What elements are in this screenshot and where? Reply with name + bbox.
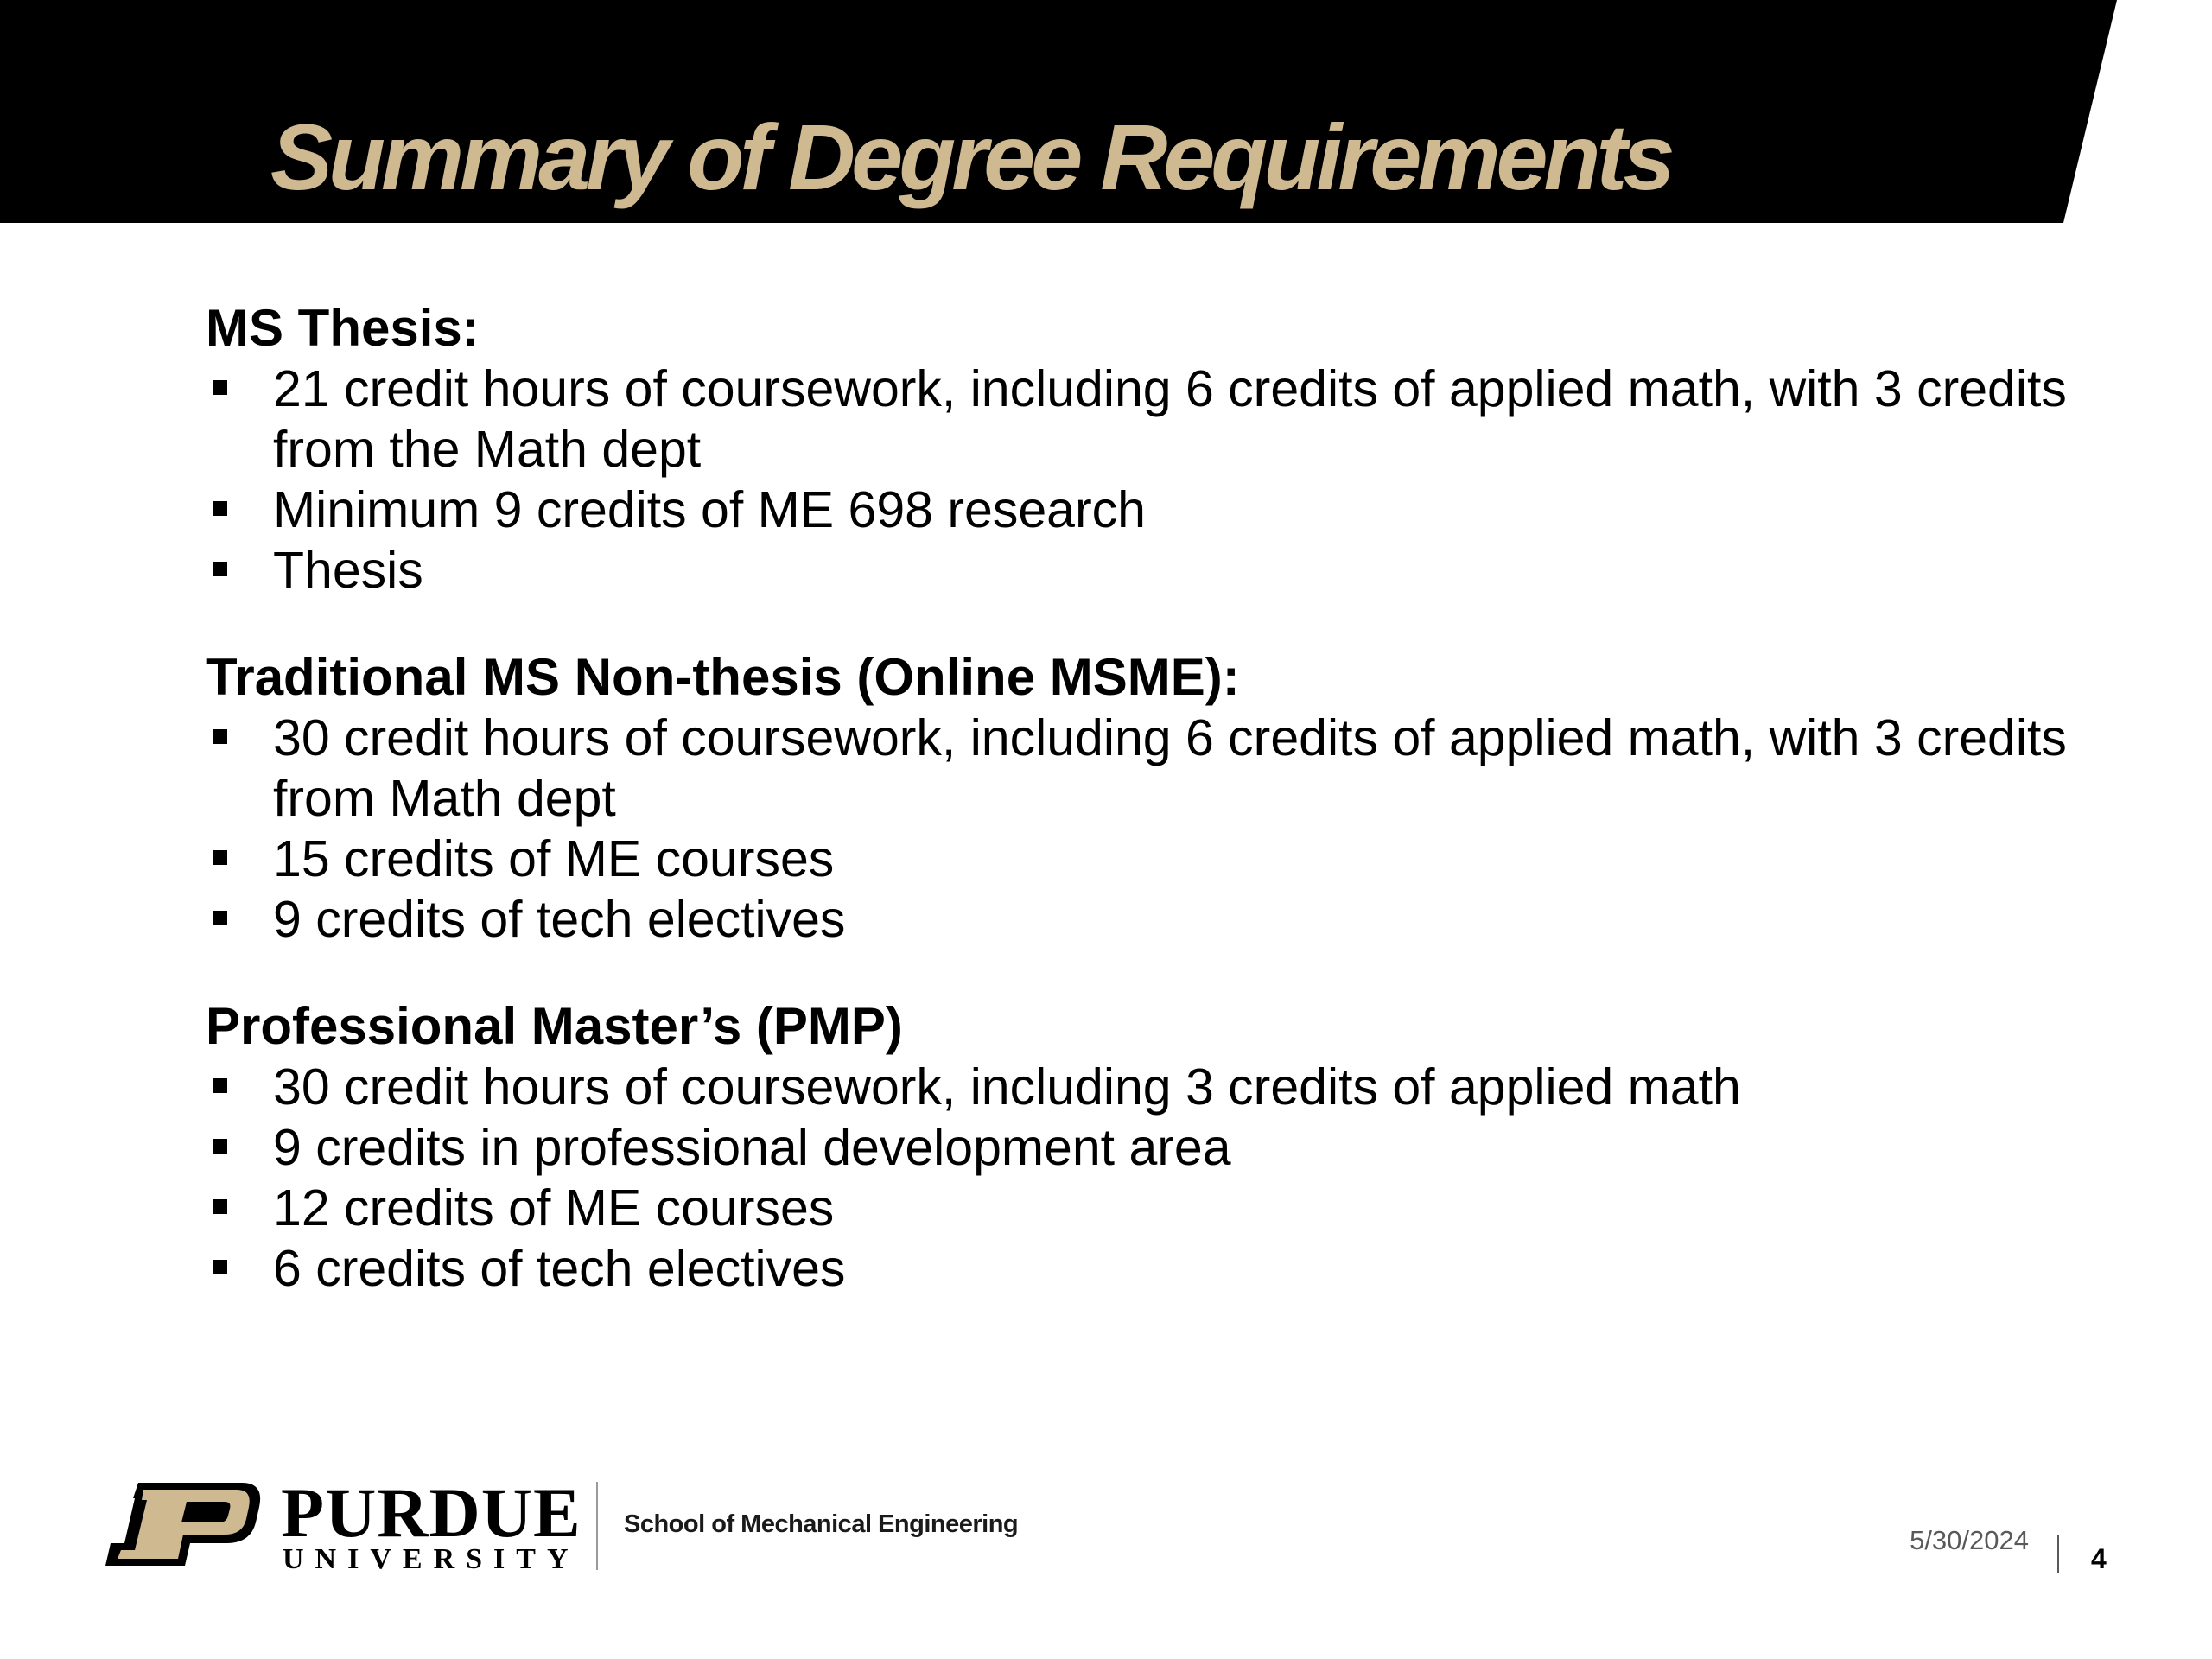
square-bullet-icon [213, 1260, 227, 1274]
square-bullet-icon [213, 501, 227, 516]
bullet-list [206, 1057, 2107, 1299]
bullet-item [206, 540, 2107, 601]
purdue-university-logo [104, 1473, 588, 1576]
slide-date: 5/30/2024 [1910, 1525, 2029, 1555]
square-bullet-icon [213, 911, 227, 925]
section-professional-masters [206, 996, 2107, 1299]
page-number: 4 [2091, 1543, 2107, 1574]
bullet-item [206, 359, 2107, 480]
bullet-text: 21 credit hours of coursework, including 6 credits of applied math, with 3 credits from the Math dept [273, 360, 2067, 478]
bullet-item [206, 1057, 2107, 1117]
section-heading: Professional Master’s (PMP) [206, 997, 903, 1055]
footer-divider [596, 1482, 598, 1570]
square-bullet-icon [213, 1078, 227, 1093]
square-bullet-icon [213, 850, 227, 865]
bullet-item [206, 1178, 2107, 1238]
section-heading: Traditional MS Non-thesis (Online MSME): [206, 648, 1240, 706]
bullet-text: Thesis [273, 542, 423, 599]
bullet-text: 6 credits of tech electives [273, 1240, 846, 1297]
bullet-text: 9 credits in professional development area [273, 1119, 1231, 1176]
logo-wordmark: PURDUE [281, 1473, 582, 1552]
section-ms-thesis [206, 298, 2107, 601]
bullet-list [206, 359, 2107, 601]
bullet-text: 12 credits of ME courses [273, 1179, 835, 1236]
logo-subtext: UNIVERSITY [283, 1543, 580, 1575]
section-traditional-ms-non-thesis [206, 647, 2107, 950]
bullet-item [206, 829, 2107, 889]
bullet-item [206, 1238, 2107, 1299]
slide-content [206, 298, 2107, 1345]
square-bullet-icon [213, 380, 227, 395]
square-bullet-icon [213, 1199, 227, 1214]
bullet-text: 30 credit hours of coursework, including 3 credits of applied math [273, 1058, 1741, 1116]
bullet-item [206, 889, 2107, 950]
bullet-text: Minimum 9 credits of ME 698 research [273, 481, 1146, 538]
square-bullet-icon [213, 562, 227, 576]
bullet-item [206, 708, 2107, 829]
square-bullet-icon [213, 1139, 227, 1154]
section-heading: MS Thesis: [206, 299, 480, 357]
bullet-item [206, 480, 2107, 540]
square-bullet-icon [213, 729, 227, 744]
bullet-text: 9 credits of tech electives [273, 891, 846, 948]
page-number-divider [2057, 1535, 2059, 1573]
purdue-p-motion-mark-icon [104, 1481, 264, 1567]
bullet-text: 15 credits of ME courses [273, 830, 835, 887]
bullet-text: 30 credit hours of coursework, including 6 credits of applied math, with 3 credits from Math dept [273, 709, 2067, 827]
slide-title: Summary of Degree Requirements [270, 105, 1671, 209]
bullet-item [206, 1117, 2107, 1178]
school-name: School of Mechanical Engineering [624, 1510, 1019, 1538]
title-band [0, 0, 2212, 223]
bullet-list [206, 708, 2107, 950]
